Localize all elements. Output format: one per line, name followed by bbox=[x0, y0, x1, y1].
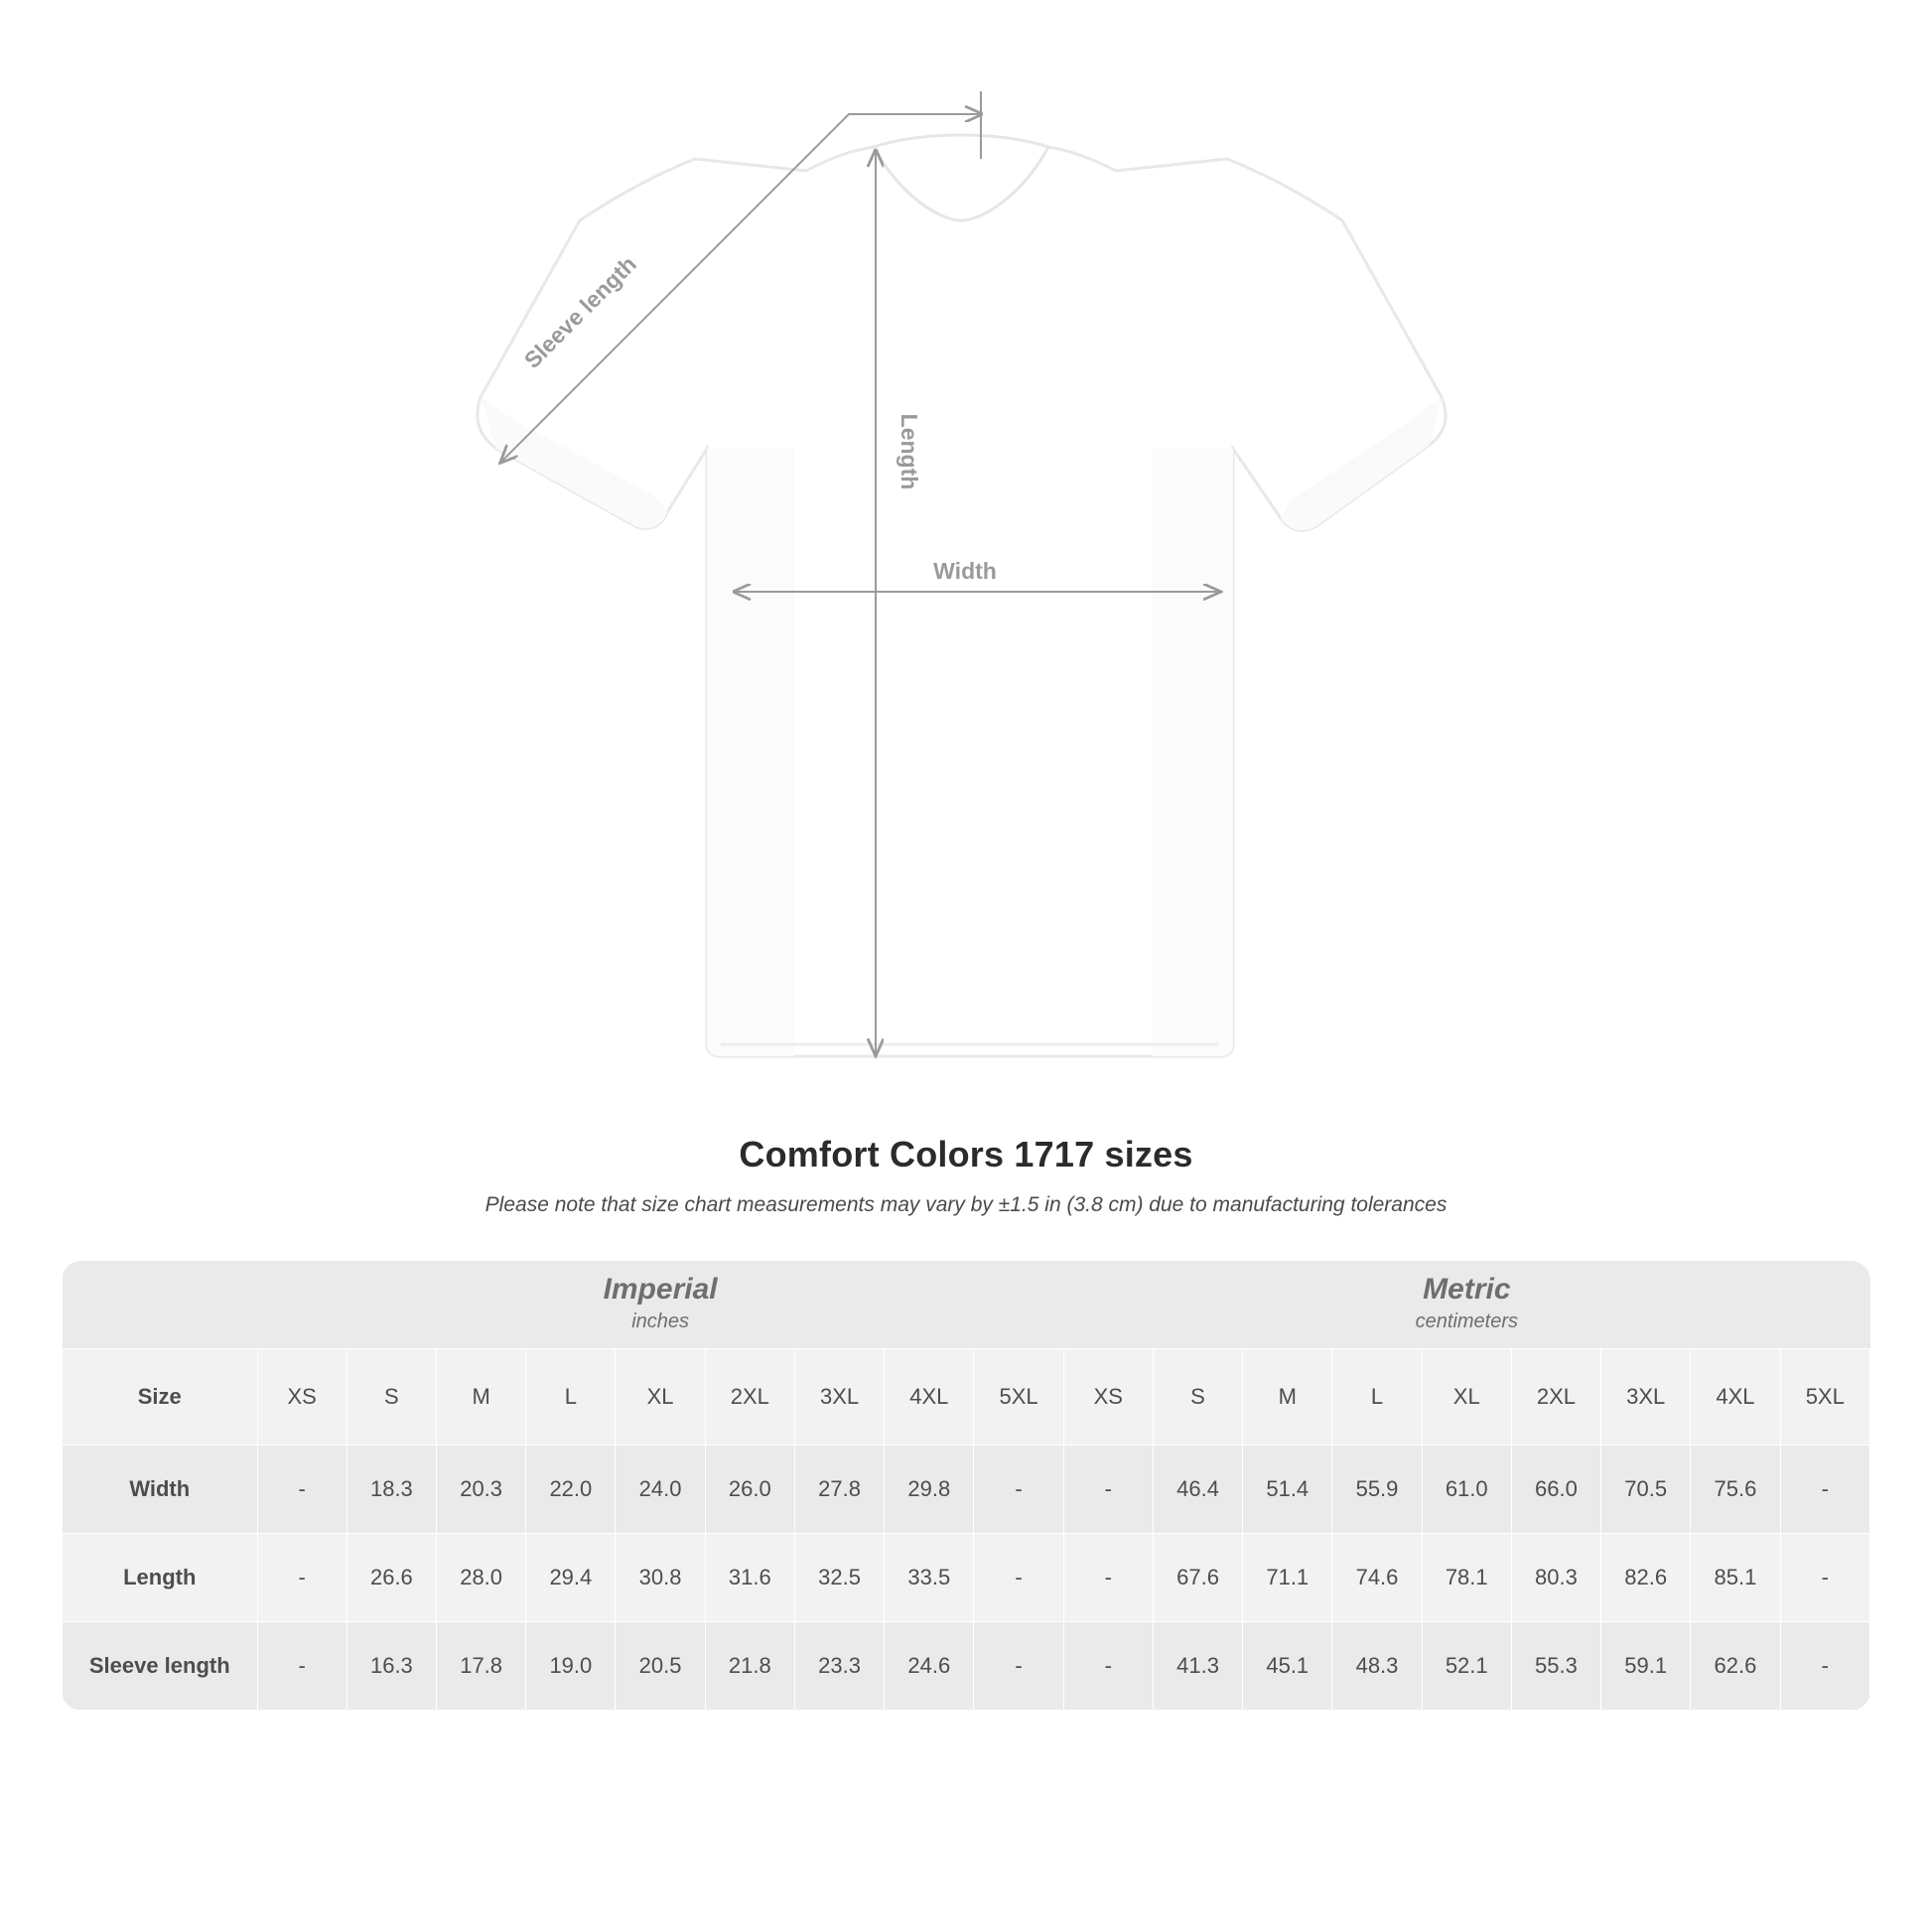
tolerance-note: Please note that size chart measurements may vary by ±1.5 in (3.8 cm) due to manufacturing tolerances bbox=[484, 1193, 1448, 1216]
cell-length-imp-xs: - bbox=[257, 1534, 346, 1622]
unit-header-spacer bbox=[63, 1261, 258, 1349]
cell-sleeve-met-m: 45.1 bbox=[1243, 1622, 1332, 1711]
sleeve-length-label: Sleeve length bbox=[518, 250, 641, 373]
col-head-met-m: M bbox=[1243, 1349, 1332, 1446]
col-head-met-2xl: 2XL bbox=[1511, 1349, 1600, 1446]
cell-width-imp-s: 18.3 bbox=[346, 1446, 436, 1534]
cell-sleeve-met-2xl: 55.3 bbox=[1511, 1622, 1600, 1711]
unit-name-imperial: Imperial bbox=[603, 1272, 718, 1306]
cell-width-imp-xl: 24.0 bbox=[616, 1446, 705, 1534]
cell-sleeve-imp-xl: 20.5 bbox=[616, 1622, 705, 1711]
unit-sub-imperial: inches bbox=[631, 1311, 689, 1333]
width-label: Width bbox=[933, 558, 997, 584]
cell-sleeve-met-5xl: - bbox=[1780, 1622, 1869, 1711]
cell-width-met-4xl: 75.6 bbox=[1691, 1446, 1780, 1534]
col-head-imp-4xl: 4XL bbox=[885, 1349, 974, 1446]
cell-width-imp-2xl: 26.0 bbox=[705, 1446, 794, 1534]
cell-length-met-5xl: - bbox=[1780, 1534, 1869, 1622]
cell-width-met-2xl: 66.0 bbox=[1511, 1446, 1600, 1534]
page-title: Comfort Colors 1717 sizes bbox=[739, 1134, 1193, 1174]
col-head-met-s: S bbox=[1153, 1349, 1242, 1446]
col-head-imp-xl: XL bbox=[616, 1349, 705, 1446]
col-head-met-3xl: 3XL bbox=[1601, 1349, 1691, 1446]
cell-length-imp-s: 26.6 bbox=[346, 1534, 436, 1622]
cell-length-met-2xl: 80.3 bbox=[1511, 1534, 1600, 1622]
row-label-length: Length bbox=[63, 1534, 258, 1622]
size-table bbox=[62, 1261, 1870, 1711]
unit-header-row bbox=[63, 1261, 1870, 1349]
cell-sleeve-met-s: 41.3 bbox=[1153, 1622, 1242, 1711]
size-table-wrapper bbox=[62, 1261, 1870, 1711]
col-head-imp-3xl: 3XL bbox=[794, 1349, 884, 1446]
unit-header-metric bbox=[1063, 1261, 1869, 1349]
cell-width-imp-l: 22.0 bbox=[526, 1446, 616, 1534]
cell-length-imp-l: 29.4 bbox=[526, 1534, 616, 1622]
cell-width-imp-xs: - bbox=[257, 1446, 346, 1534]
cell-width-met-3xl: 70.5 bbox=[1601, 1446, 1691, 1534]
cell-length-met-3xl: 82.6 bbox=[1601, 1534, 1691, 1622]
unit-sub-metric: centimeters bbox=[1415, 1311, 1519, 1333]
size-label-header: Size bbox=[63, 1349, 258, 1446]
cell-width-met-5xl: - bbox=[1780, 1446, 1869, 1534]
col-head-met-4xl: 4XL bbox=[1691, 1349, 1780, 1446]
col-head-imp-s: S bbox=[346, 1349, 436, 1446]
col-head-met-l: L bbox=[1332, 1349, 1422, 1446]
cell-width-met-m: 51.4 bbox=[1243, 1446, 1332, 1534]
cell-width-met-xl: 61.0 bbox=[1422, 1446, 1511, 1534]
cell-width-met-xs: - bbox=[1063, 1446, 1153, 1534]
size-header-row bbox=[63, 1349, 1870, 1446]
cell-sleeve-met-l: 48.3 bbox=[1332, 1622, 1422, 1711]
cell-width-met-s: 46.4 bbox=[1153, 1446, 1242, 1534]
cell-length-met-s: 67.6 bbox=[1153, 1534, 1242, 1622]
cell-sleeve-imp-m: 17.8 bbox=[437, 1622, 526, 1711]
length-label: Length bbox=[897, 413, 922, 490]
cell-width-imp-4xl: 29.8 bbox=[885, 1446, 974, 1534]
unit-header-imperial bbox=[257, 1261, 1063, 1349]
cell-length-imp-4xl: 33.5 bbox=[885, 1534, 974, 1622]
cell-length-met-xs: - bbox=[1063, 1534, 1153, 1622]
cell-width-imp-m: 20.3 bbox=[437, 1446, 526, 1534]
cell-sleeve-imp-5xl: - bbox=[974, 1622, 1063, 1711]
cell-length-imp-m: 28.0 bbox=[437, 1534, 526, 1622]
cell-length-met-xl: 78.1 bbox=[1422, 1534, 1511, 1622]
row-label-width: Width bbox=[63, 1446, 258, 1534]
unit-name-metric: Metric bbox=[1423, 1272, 1511, 1306]
cell-sleeve-imp-xs: - bbox=[257, 1622, 346, 1711]
col-head-met-xl: XL bbox=[1422, 1349, 1511, 1446]
cell-length-imp-xl: 30.8 bbox=[616, 1534, 705, 1622]
cell-sleeve-met-3xl: 59.1 bbox=[1601, 1622, 1691, 1711]
cell-sleeve-imp-4xl: 24.6 bbox=[885, 1622, 974, 1711]
cell-length-imp-3xl: 32.5 bbox=[794, 1534, 884, 1622]
cell-width-imp-3xl: 27.8 bbox=[794, 1446, 884, 1534]
cell-length-met-m: 71.1 bbox=[1243, 1534, 1332, 1622]
cell-sleeve-met-xl: 52.1 bbox=[1422, 1622, 1511, 1711]
cell-width-met-l: 55.9 bbox=[1332, 1446, 1422, 1534]
cell-length-met-l: 74.6 bbox=[1332, 1534, 1422, 1622]
table-row bbox=[63, 1534, 1870, 1622]
cell-sleeve-imp-l: 19.0 bbox=[526, 1622, 616, 1711]
cell-sleeve-imp-s: 16.3 bbox=[346, 1622, 436, 1711]
table-row bbox=[63, 1622, 1870, 1711]
cell-width-imp-5xl: - bbox=[974, 1446, 1063, 1534]
cell-sleeve-met-4xl: 62.6 bbox=[1691, 1622, 1780, 1711]
table-row bbox=[63, 1446, 1870, 1534]
cell-sleeve-imp-3xl: 23.3 bbox=[794, 1622, 884, 1711]
col-head-imp-m: M bbox=[437, 1349, 526, 1446]
col-head-met-xs: XS bbox=[1063, 1349, 1153, 1446]
cell-length-imp-2xl: 31.6 bbox=[705, 1534, 794, 1622]
col-head-met-5xl: 5XL bbox=[1780, 1349, 1869, 1446]
cell-length-met-4xl: 85.1 bbox=[1691, 1534, 1780, 1622]
cell-length-imp-5xl: - bbox=[974, 1534, 1063, 1622]
col-head-imp-l: L bbox=[526, 1349, 616, 1446]
row-label-sleeve-length: Sleeve length bbox=[63, 1622, 258, 1711]
col-head-imp-xs: XS bbox=[257, 1349, 346, 1446]
cell-sleeve-imp-2xl: 21.8 bbox=[705, 1622, 794, 1711]
col-head-imp-5xl: 5XL bbox=[974, 1349, 1063, 1446]
cell-sleeve-met-xs: - bbox=[1063, 1622, 1153, 1711]
col-head-imp-2xl: 2XL bbox=[705, 1349, 794, 1446]
